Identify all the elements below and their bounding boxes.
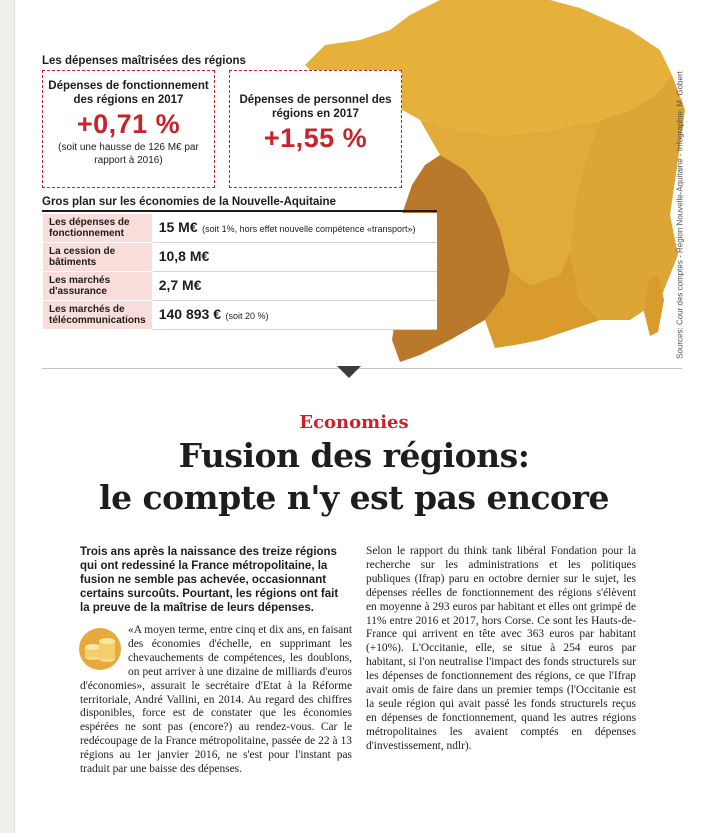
sources-credit [674,71,686,359]
table-title: Gros plan sur les économies de la Nouvelle-Aquitaine [42,196,336,208]
row-amount: 140 893 € [158,306,221,322]
row-amount: 2,7 M€ [158,277,202,293]
triangle-marker-icon [337,366,361,378]
stat-box-personnel [229,70,402,188]
row-amount: 15 M€ [158,219,198,235]
table-row [43,214,437,243]
sources-text: Sources: Cour des comptes - Région Nouvelle-Aquitaine - Infographie: M. Gobert [675,71,685,359]
headline-line-2: le compte n'y est pas encore [99,478,609,517]
infographic-title: Les dépenses maîtrisées des régions [42,55,246,67]
article-column-right [366,545,636,754]
row-label: Les marchés de télécommunications [43,301,153,330]
row-label: Les dépenses de fonctionnement [43,214,153,243]
table-row [43,243,437,272]
row-note: (soit 1%, hors effet nouvelle compétence «transport») [202,224,416,234]
stat-value: +0,71 % [76,109,181,139]
row-note: (soit 20 %) [225,311,269,321]
section-divider [42,368,682,369]
stat-value: +1,55 % [263,123,368,153]
stat-note: (soit une hausse de 126 M€ par rapport à 2016) [58,142,199,166]
row-label: La cession de bâtiments [43,243,153,272]
table-row [43,301,437,330]
row-label: Les marchés d'assurance [43,272,153,301]
economies-table [42,213,437,330]
article-column-left [80,624,352,777]
table-row [43,272,437,301]
table-rule [42,210,437,212]
article-lead: Trois ans après la naissance des treize régions qui ont redessiné la France métropolitaine, la fusion ne semble pas achevée, occasionnant certains surcoûts. Pourtant, les régions ont fait la preuve de la maîtrise de leurs dépenses. [80,546,339,614]
article-paragraph-2: Selon le rapport du think tank libéral Fondation pour la recherche sur les administrations et les politiques publiques (Ifrap) paru en octobre dernier sur le sujet, les dépenses réelles de fonctionnement des régions s'élèvent en moyenne à 293 euros par habitant et elles ont grimpé de 11% entre 2016 et 2017, hors Corse. Ce sont les Hauts-de-France qui arrivent en tête avec 363 euros par habitant (+10%). L'Occitanie, elle, se situe à 254 euros par habitant, si l'on neutralise l'impact des fonds structurels sur les dépenses de fonctionnement des régions, ce que l'Ifrap avait omis de faire dans un premier temps (l'Occitanie est la seule région qui avait passé les fonds structurels reçus en dépenses de fonctionnement, quand les autres régions métropolitaines les avaient comptés en dépenses d'investissement, ndlr). [366,545,636,752]
row-amount: 10,8 M€ [158,248,210,264]
headline [0,435,708,519]
article-paragraph-1: «A moyen terme, entre cinq et dix ans, en faisant des économies d'échelle, en supprimant les chevauchements de compétences, les doublons, on peut arriver à une dizaine de milliards d'euros d'économies», assurait le secrétaire d'Etat à la Réforme territoriale, André Vallini, en 2014. Au regard des chiffres disponibles, force est de constater que les économies espérées ne sont pas (encore?) au rendez-vous. Car le redécoupage de la France métropolitaine, passée de 22 à 13 régions au 1er janvier 2016, ne s'est pour l'instant pas traduit par une baisse des dépenses. [80,624,352,776]
stat-label: Dépenses de personnel des régions en 2017 [239,94,392,120]
stat-label: Dépenses de fonctionnement des régions en 2017 [48,80,209,106]
stat-box-fonctionnement [42,70,215,188]
headline-line-1: Fusion des régions: [178,436,530,475]
section-label: Economies [299,412,409,433]
